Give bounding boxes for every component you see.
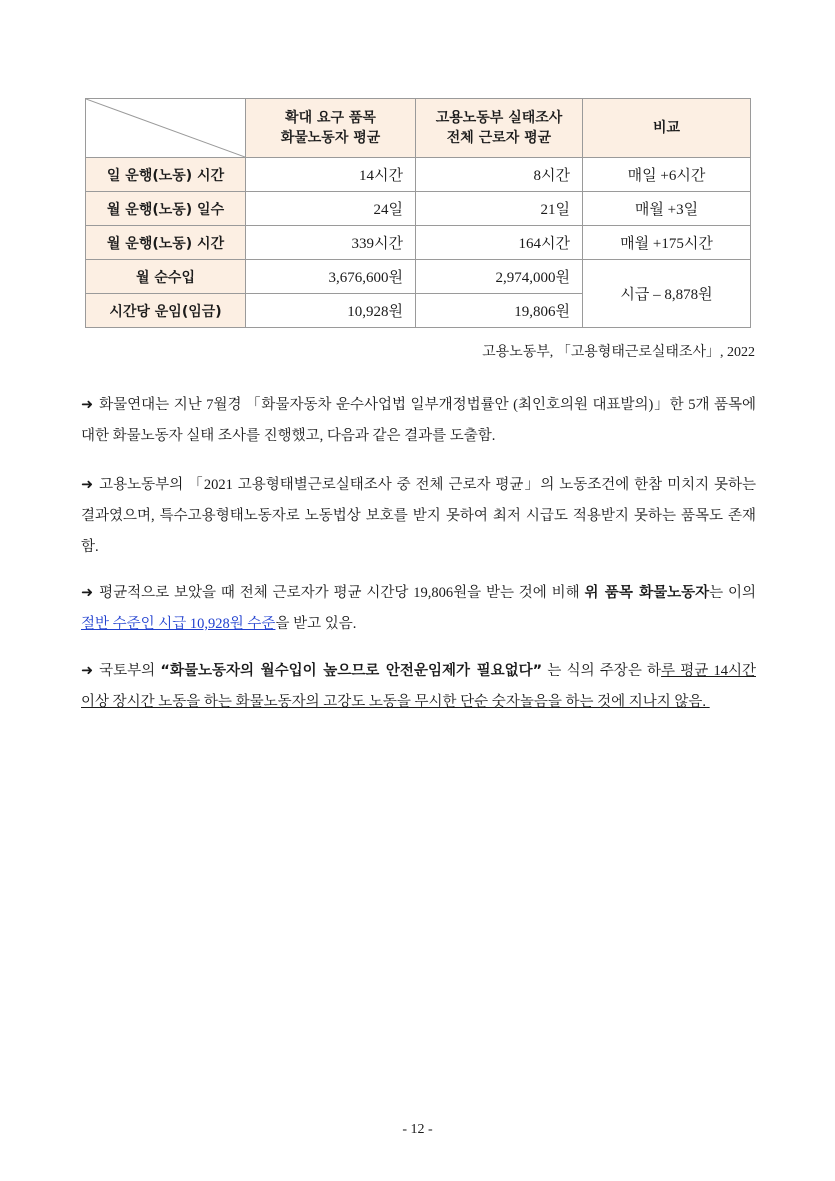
comparison-value: 매일 +6시간 (583, 158, 751, 192)
truck-value: 3,676,600원 (246, 260, 416, 294)
header-comparison: 비교 (583, 99, 751, 158)
header-truck-workers-line1: 확대 요구 품목 (285, 110, 376, 126)
paragraph-text: 는 식의 주장은 하 (542, 663, 662, 679)
header-all-workers (416, 99, 583, 158)
all-value: 8시간 (416, 158, 583, 192)
underlined-tail (706, 694, 710, 710)
paragraph-text: 평균적으로 보았을 때 전체 근로자가 평균 시간당 19,806원을 받는 것에 비해 (99, 585, 585, 601)
row-label: 월 운행(노동) 시간 (86, 226, 246, 260)
all-value: 2,974,000원 (416, 260, 583, 294)
comparison-value: 매월 +3일 (583, 192, 751, 226)
comparison-table (85, 98, 751, 328)
underlined-text: 루 평균 14시간 이상 장시간 노동을 하는 화물노동자의 고강도 노동을 무시한 단순 숫자놀음을 하는 것에 지나지 않음. (81, 663, 756, 710)
comparison-value: 시급 – 8,878원 (583, 260, 751, 328)
table-row (86, 260, 751, 294)
row-label: 시간당 운임(임금) (86, 294, 246, 328)
header-all-workers-line1: 고용노동부 실태조사 (435, 110, 563, 126)
paragraph-text: 는 이의 (709, 585, 756, 601)
diagonal-line (86, 99, 245, 157)
arrow-icon: ➜ (81, 397, 94, 413)
table-corner-cell (86, 99, 246, 158)
header-truck-workers-line2: 화물노동자 평균 (280, 130, 381, 146)
emphasis-text: 위 품목 화물노동자 (584, 585, 710, 601)
table-source: 고용노동부, 「고용형태근로실태조사」, 2022 (482, 345, 755, 360)
table-row (86, 158, 751, 192)
all-value: 19,806원 (416, 294, 583, 328)
table-row (86, 226, 751, 260)
comparison-value: 매월 +175시간 (583, 226, 751, 260)
header-truck-workers (246, 99, 416, 158)
paragraph-ministry-claim (81, 656, 756, 718)
highlight-text: 절반 수준인 시급 10,928원 수준 (81, 616, 276, 632)
arrow-icon: ➜ (81, 663, 94, 679)
row-label: 일 운행(노동) 시간 (86, 158, 246, 192)
paragraph-text: 고용노동부의 「2021 고용형태별근로실태조사 중 전체 근로자 평균」의 노동조건에 한참 미치지 못하는 결과였으며, 특수고용형태노동자로 노동법상 보호를 받지 못하여 최저 시급도 적용받지 못하는 품목도 존재함. (81, 477, 756, 555)
row-label: 월 순수입 (86, 260, 246, 294)
paragraph-text: 국토부의 (99, 663, 161, 679)
page-number: - 12 - (402, 1122, 433, 1137)
all-value: 21일 (416, 192, 583, 226)
truck-value: 10,928원 (246, 294, 416, 328)
paragraph-text: 을 받고 있음. (275, 616, 357, 632)
arrow-icon: ➜ (81, 477, 94, 493)
paragraph-wage-comparison (81, 578, 756, 640)
truck-value: 339시간 (246, 226, 416, 260)
table-row (86, 192, 751, 226)
paragraph-text: 화물연대는 지난 7월경 「화물자동차 운수사업법 일부개정법률안 (최인호의원 대표발의)」한 5개 품목에 대한 화물노동자 실태 조사를 진행했고, 다음과 같은 결과를 도출함. (81, 397, 756, 444)
arrow-icon: ➜ (81, 585, 94, 601)
truck-value: 14시간 (246, 158, 416, 192)
paragraph-labor-conditions (81, 470, 756, 563)
row-label: 월 운행(노동) 일수 (86, 192, 246, 226)
truck-value: 24일 (246, 192, 416, 226)
header-all-workers-line2: 전체 근로자 평균 (446, 130, 552, 146)
paragraph-survey (81, 390, 756, 452)
quote-text: “화물노동자의 월수입이 높으므로 안전운임제가 필요없다” (160, 663, 543, 679)
all-value: 164시간 (416, 226, 583, 260)
